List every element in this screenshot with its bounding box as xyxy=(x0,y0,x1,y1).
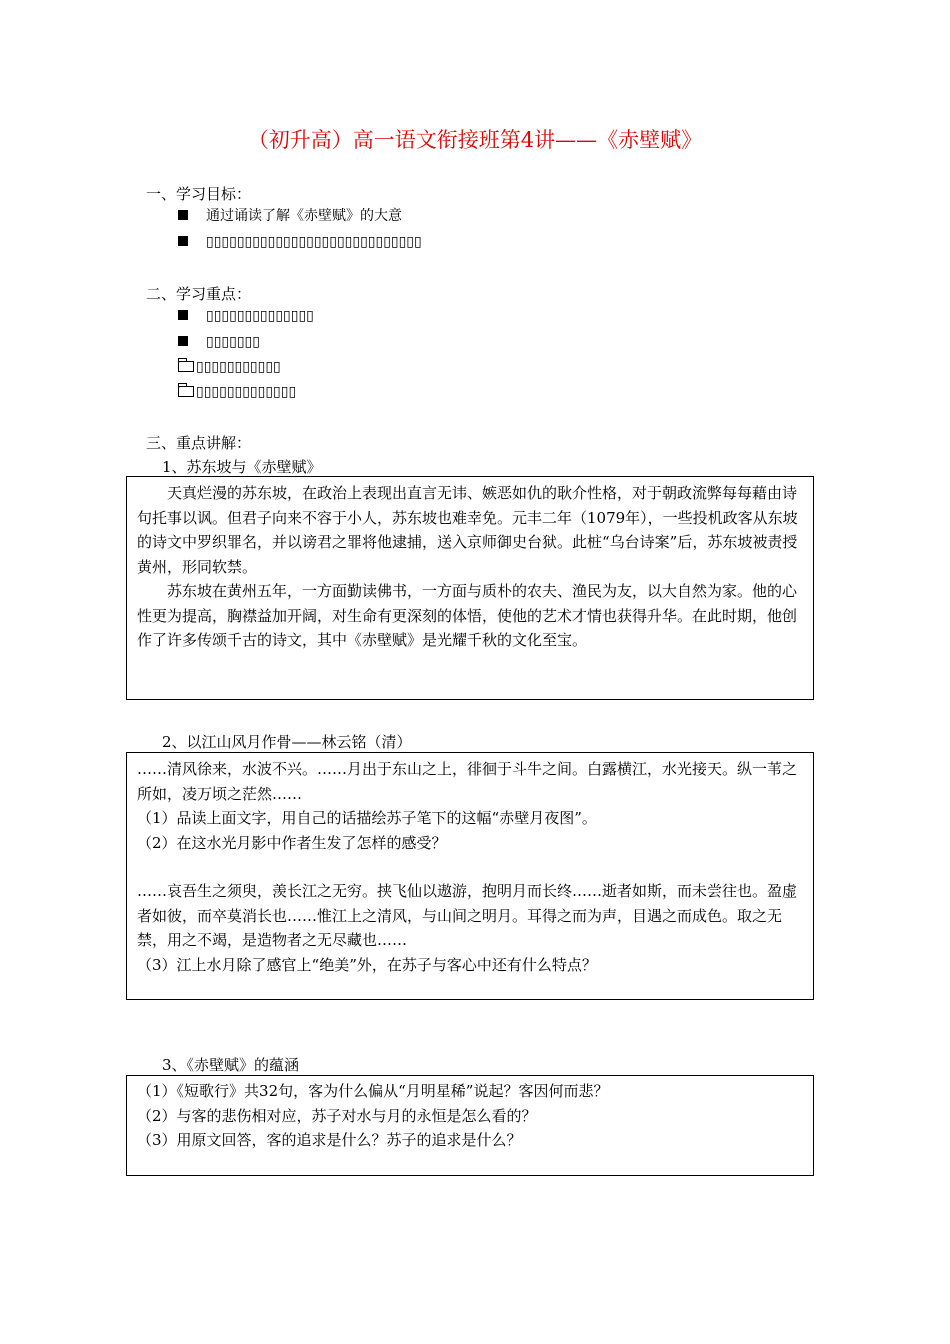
folder-icon xyxy=(178,361,194,372)
part2-question-2: （2）在这水光月影中作者生发了怎样的感受？ xyxy=(137,833,447,852)
section-heading-focus: 二、学习重点： xyxy=(146,285,252,303)
square-bullet-icon xyxy=(178,236,188,246)
goal-item-2: ▯▯▯▯▯▯▯▯▯▯▯▯▯▯▯▯▯▯▯▯▯▯▯▯▯▯▯▯ xyxy=(178,233,422,251)
part1-label: 1、苏东坡与《赤壁赋》 xyxy=(162,458,322,476)
part3-label: 3、《赤壁赋》的蕴涵 xyxy=(162,1056,300,1074)
focus-item-2: ▯▯▯▯▯▯▯ xyxy=(178,333,260,351)
section-heading-explanation: 三、重点讲解： xyxy=(146,434,252,452)
part2-question-3: （3）江上水月除了感官上“绝美”外，在苏子与客心中还有什么特点？ xyxy=(137,955,597,974)
focus-item-3: ▯▯▯▯▯▯▯▯▯▯▯ xyxy=(178,358,281,376)
part3-question-2: （2）与客的悲伤相对应，苏子对水与月的永恒是怎么看的？ xyxy=(137,1106,537,1125)
part1-paragraph-2: 苏东坡在黄州五年，一方面勤读佛书，一方面与质朴的农夫、渔民为友，以大自然为家。他的心性更为提高，胸襟益加开阔，对生命有更深刻的体悟，使他的艺术才情也获得升华。在此时期，他创作了许多传颂千古的诗文，其中《赤壁赋》是光耀千秋的文化至宝。 xyxy=(137,582,798,649)
focus-item-1: ▯▯▯▯▯▯▯▯▯▯▯▯▯▯ xyxy=(178,307,314,325)
section-heading-goals: 一、学习目标： xyxy=(146,185,252,203)
part1-box xyxy=(126,476,814,700)
part1-paragraph-1: 天真烂漫的苏东坡，在政治上表现出直言无讳、嫉恶如仇的耿介性格，对于朝政流弊每每藉由诗句托事以讽。但君子向来不容于小人，苏东坡也难幸免。元丰二年（1079年），一些投机政客从东坡的诗文中罗织罪名，并以谤君之罪将他逮捕，送入京师御史台狱。此桩“乌台诗案”后，苏东坡被责授黄州，形同软禁。 xyxy=(137,484,798,576)
part2-question-1: （1）品读上面文字，用自己的话描绘苏子笔下的这幅“赤壁月夜图”。 xyxy=(137,809,597,827)
square-bullet-icon xyxy=(178,336,188,346)
square-bullet-icon xyxy=(178,210,188,220)
part3-question-3: （3）用原文回答，客的追求是什么？苏子的追求是什么？ xyxy=(137,1131,522,1149)
goal-item-1: 通过诵读了解《赤壁赋》的大意 xyxy=(178,207,402,225)
part2-excerpt-1: ……清风徐来，水波不兴。……月出于东山之上，徘徊于斗牛之间。白露横江，水光接天。纵一苇之所如，凌万顷之茫然…… xyxy=(137,760,798,803)
square-bullet-icon xyxy=(178,310,188,320)
part2-box xyxy=(126,752,814,1000)
part2-excerpt-2: ……哀吾生之须臾，羡长江之无穷。挟飞仙以遨游，抱明月而长终……逝者如斯，而未尝往也。盈虚者如彼，而卒莫消长也……惟江上之清风，与山间之明月。耳得之而为声，目遇之而成色。取之无禁，用之不竭，是造物者之无尽藏也…… xyxy=(137,882,798,949)
part3-question-1: （1）《短歌行》共32句，客为什么偏从“月明星稀”说起？客因何而悲？ xyxy=(137,1082,609,1100)
part3-box xyxy=(126,1075,814,1176)
page-title: （初升高）高一语文衔接班第4讲——《赤壁赋》 xyxy=(247,128,703,152)
folder-icon xyxy=(178,386,194,397)
part2-label: 2、以江山风月作骨——林云铭（清） xyxy=(162,733,412,751)
focus-item-4: ▯▯▯▯▯▯▯▯▯▯▯▯▯ xyxy=(178,383,296,401)
